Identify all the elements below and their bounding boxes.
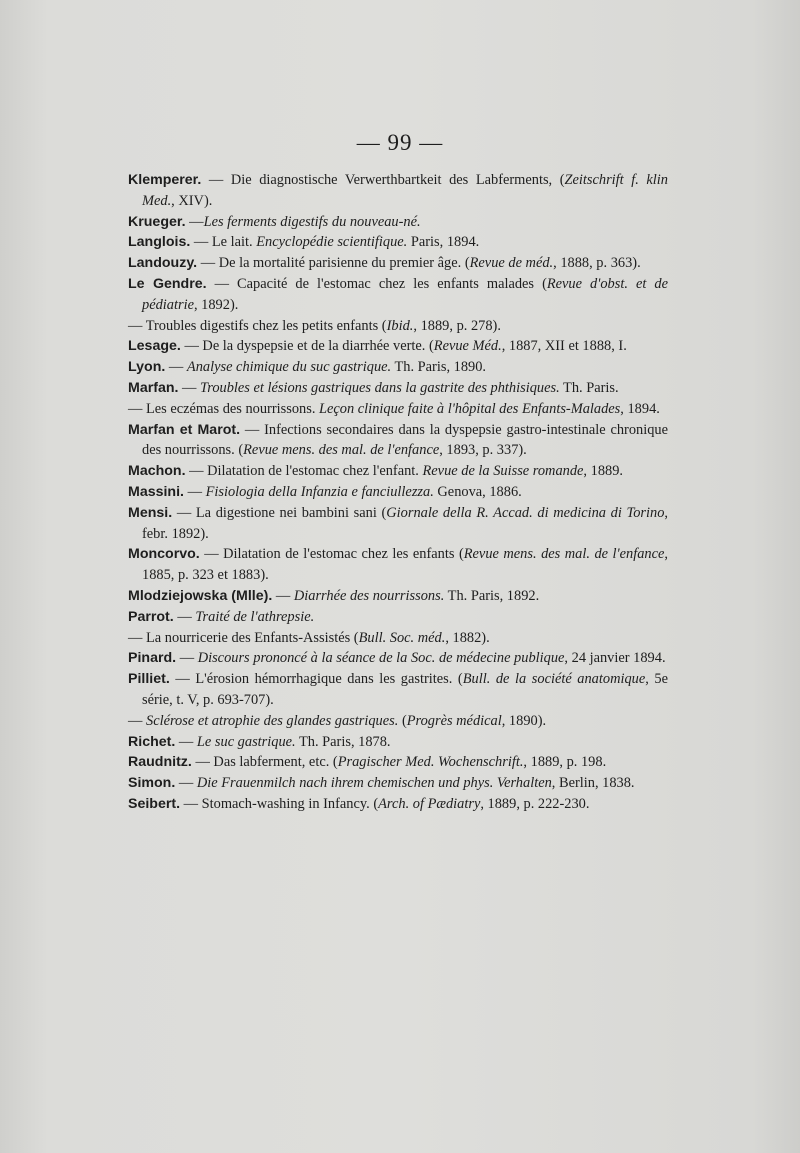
entry-title-italic: Revue de la Suisse romande xyxy=(422,463,584,480)
bibliography-entry xyxy=(128,669,668,711)
bibliography-entry xyxy=(128,628,668,649)
entry-text: Genova, 1886. xyxy=(433,483,522,500)
entry-author: Simon. xyxy=(128,775,176,792)
entry-text: , 1885, p. 323 et 1883). xyxy=(142,546,668,584)
bibliography-entry xyxy=(128,420,668,462)
entry-text: — Les eczémas des nourrissons. xyxy=(128,400,320,417)
bibliography-entry xyxy=(128,732,668,753)
entry-text: , 1882). xyxy=(445,629,490,646)
entry-text: Paris, 1894. xyxy=(407,234,480,251)
entry-title-italic: Encyclopédie scientifique. xyxy=(256,234,408,251)
entry-author: Mensi. xyxy=(128,504,173,521)
entry-author: Parrot. xyxy=(128,608,174,625)
entry-text: — xyxy=(272,587,294,604)
bibliography-entry xyxy=(128,773,668,794)
entry-title-italic: Ibid. xyxy=(386,317,414,334)
entry-text: , 1887, XII et 1888, I. xyxy=(501,338,627,355)
entry-title-italic: Bull. Soc. méd. xyxy=(358,629,446,646)
bibliography-entry xyxy=(128,232,668,253)
entry-author: Moncorvo. xyxy=(128,546,200,563)
entry-text: , 1890). xyxy=(501,712,547,729)
entry-author: Langlois. xyxy=(128,234,191,251)
entry-text: , Berlin, 1838. xyxy=(551,775,635,792)
entry-author: Pilliet. xyxy=(128,671,170,688)
entry-text: , 1889. xyxy=(583,463,623,480)
entry-text: , 1889, p. 278). xyxy=(413,317,501,334)
bibliography-entry xyxy=(128,357,668,378)
bibliography-entry xyxy=(128,170,668,212)
bibliography-entry xyxy=(128,482,668,503)
entry-title-italic: Revue d'obst. et de pédiatrie xyxy=(142,275,668,313)
entry-author: Richet. xyxy=(128,733,176,750)
entry-text: — La nourricerie des Enfants-Assistés ( xyxy=(128,629,359,646)
entry-text: — Infections secondaires dans la dyspepsie gastro-intestinale chronique des nourrissons. ( xyxy=(142,421,668,459)
entry-text: — xyxy=(178,379,201,396)
entry-text: — L'érosion hémorrhagique dans les gastrites. ( xyxy=(169,671,463,688)
entry-author: Mlodziejowska (Mlle). xyxy=(128,587,273,604)
entry-text: — xyxy=(176,650,198,667)
entry-text: , 5e série, t. V, p. 693-707). xyxy=(142,671,668,708)
entry-title-italic: Revue mens. des mal. de l'enfance xyxy=(243,442,440,459)
entry-title-italic: Revue mens. des mal. de l'enfance xyxy=(463,546,665,563)
entry-title-italic: Revue de méd. xyxy=(469,255,554,272)
entry-author: Klemperer. xyxy=(128,172,202,188)
entry-text: , febr. 1892). xyxy=(142,504,668,542)
entry-text: , 1894. xyxy=(620,400,660,417)
entry-text: , 1892). xyxy=(193,296,239,313)
entry-author: Machon. xyxy=(128,463,186,480)
entry-title-italic: Giornale della R. Accad. di medicina di Torino xyxy=(386,504,665,521)
entry-author: Marfan. xyxy=(128,379,179,396)
entry-text: — De la dyspepsie et de la diarrhée verte. ( xyxy=(180,338,434,355)
entry-text: Th. Paris, 1890. xyxy=(391,359,487,376)
bibliography-entry xyxy=(128,274,668,316)
bibliography-entry xyxy=(128,752,668,773)
entry-text: ( xyxy=(398,712,407,729)
entry-title-italic: Les ferments digestifs du nouveau-né. xyxy=(203,213,421,230)
entry-author: Seibert. xyxy=(128,795,181,812)
bibliography-entry xyxy=(128,586,668,607)
entry-text: — xyxy=(185,213,204,230)
entry-title-italic: Sclérose et atrophie des glandes gastriques. xyxy=(146,712,399,729)
bibliography-entry xyxy=(128,378,668,399)
entry-text: , 1889, p. 198. xyxy=(523,754,607,771)
entry-text: — Dilatation de l'estomac chez les enfants ( xyxy=(199,546,464,563)
entry-title-italic: Progrès médical xyxy=(406,712,502,729)
entry-title-italic: Die Frauenmilch nach ihrem chemischen und phys. Verhalten xyxy=(196,775,552,792)
entry-author: Raudnitz. xyxy=(128,754,192,771)
entry-author: Landouzy. xyxy=(128,255,198,272)
entry-text: — La digestione nei bambini sani ( xyxy=(172,504,387,521)
entry-author: Massini. xyxy=(128,483,184,500)
entry-text: , 1888, p. 363). xyxy=(553,255,641,272)
entry-author: Le Gendre. xyxy=(128,275,207,292)
bibliography-entry xyxy=(128,253,668,274)
entry-title-italic: Discours prononcé à la séance de la Soc. de médecine publique xyxy=(197,650,565,667)
entry-text: — xyxy=(175,775,197,792)
entry-text: Th. Paris, 1878. xyxy=(295,733,391,750)
entry-text: — Troubles digestifs chez les petits enfants ( xyxy=(128,317,387,334)
entry-title-italic: Leçon clinique faite à l'hôpital des Enfants-Malades xyxy=(319,400,621,417)
entry-text: — De la mortalité parisienne du premier âge. ( xyxy=(197,255,470,272)
bibliography-entry xyxy=(128,607,668,628)
bibliography-entry xyxy=(128,336,668,357)
entry-text: — Dilatation de l'estomac chez l'enfant. xyxy=(185,463,423,480)
entry-author: Krueger. xyxy=(128,213,186,230)
entry-text: — xyxy=(128,712,146,729)
entry-text: — xyxy=(165,359,187,376)
entry-title-italic: Diarrhée des nourrissons. xyxy=(293,587,445,604)
entry-author: Pinard. xyxy=(128,650,177,667)
bibliography-entry xyxy=(128,544,668,586)
entry-title-italic: Pragischer Med. Wochenschrift. xyxy=(337,754,524,771)
bibliography-entry xyxy=(128,316,668,337)
entry-text: , 1889, p. 222-230. xyxy=(480,795,590,812)
entry-text: Th. Paris. xyxy=(559,379,619,396)
entry-title-italic: Analyse chimique du suc gastrique. xyxy=(186,359,392,376)
entry-text: , XIV). xyxy=(171,192,213,209)
entry-text: , 24 janvier 1894. xyxy=(564,650,666,667)
bibliography-entry xyxy=(128,794,668,815)
entry-title-italic: Le suc gastrique. xyxy=(196,733,296,750)
entry-text: — Die diagnostische Verwerthbartkeit des Labferments, ( xyxy=(201,172,565,188)
entry-text: — Le lait. xyxy=(190,234,257,251)
entry-text: — Capacité de l'estomac chez les enfants malades ( xyxy=(206,275,547,292)
entry-title-italic: Revue Méd. xyxy=(433,338,502,355)
entry-text: , 1893, p. 337). xyxy=(439,442,527,459)
entry-author: Lesage. xyxy=(128,338,181,355)
entry-author: Lyon. xyxy=(128,359,166,376)
bibliography-entry xyxy=(128,212,668,233)
entry-title-italic: Troubles et lésions gastriques dans la gastrite des phthisiques. xyxy=(200,379,560,396)
entry-title-italic: Bull. de la société anatomique xyxy=(462,671,646,688)
bibliography-entry xyxy=(128,711,668,732)
entry-text: — Stomach-washing in Infancy. ( xyxy=(180,795,379,812)
bibliography-list xyxy=(128,170,668,815)
entry-text: — xyxy=(175,733,197,750)
entry-title-italic: Traité de l'athrepsie. xyxy=(195,608,315,625)
entry-title-italic: Fisiologia della Infanzia e fanciullezza. xyxy=(205,483,434,500)
bibliography-entry xyxy=(128,648,668,669)
entry-text: — xyxy=(173,608,196,625)
entry-text: — xyxy=(183,483,206,500)
page-number: — 99 — xyxy=(356,130,444,155)
entry-text: Th. Paris, 1892. xyxy=(444,587,540,604)
entry-author: Marfan et Marot. xyxy=(128,421,241,438)
bibliography-entry xyxy=(128,399,668,420)
bibliography-entry xyxy=(128,461,668,482)
entry-text: — Das labferment, etc. ( xyxy=(191,754,338,771)
bibliography-entry xyxy=(128,503,668,545)
entry-title-italic: Zeitschrift f. klin Med. xyxy=(142,172,668,209)
entry-title-italic: Arch. of Pædiatry xyxy=(378,795,481,812)
